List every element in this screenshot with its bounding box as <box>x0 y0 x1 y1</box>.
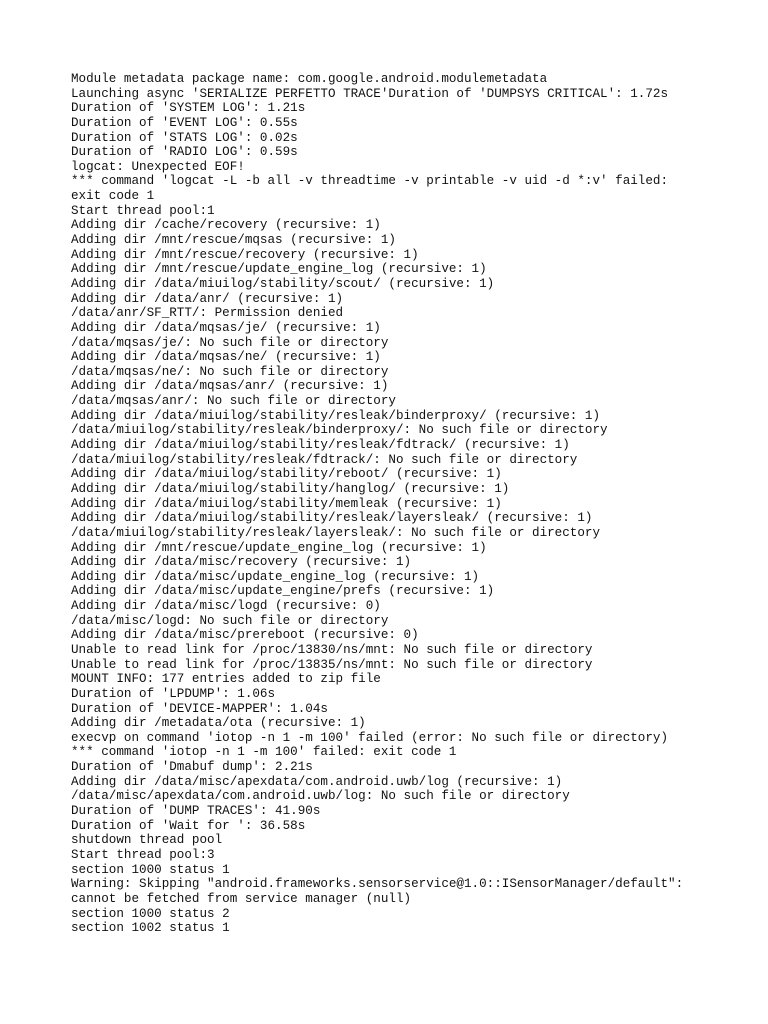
log-line: Adding dir /data/miuilog/stability/scout/ (recursive: 1) <box>71 276 495 291</box>
log-line: /data/mqsas/ne/: No such file or directory <box>71 364 389 379</box>
log-line: section 1000 status 2 <box>71 906 230 921</box>
log-line: Adding dir /data/mqsas/anr/ (recursive: 1) <box>71 379 389 394</box>
log-text-block <box>71 72 751 936</box>
log-line: Adding dir /data/mqsas/je/ (recursive: 1) <box>71 320 381 335</box>
log-line: /data/anr/SF_RTT/: Permission denied <box>71 306 344 321</box>
log-line: Adding dir /data/misc/apexdata/com.android.uwb/log (recursive: 1) <box>71 774 563 789</box>
log-line: exit code 1 <box>71 189 155 204</box>
log-line: Duration of 'Wait for ': 36.58s <box>71 818 306 833</box>
log-line: Adding dir /mnt/rescue/mqsas (recursive: 1) <box>71 233 396 248</box>
log-line: /data/miuilog/stability/resleak/fdtrack/: No such file or directory <box>71 452 578 467</box>
log-line: Adding dir /data/miuilog/stability/memleak (recursive: 1) <box>71 496 502 511</box>
log-line: Adding dir /data/miuilog/stability/resleak/fdtrack/ (recursive: 1) <box>71 438 570 453</box>
log-line: Adding dir /data/miuilog/stability/resleak/binderproxy/ (recursive: 1) <box>71 408 601 423</box>
log-line: Adding dir /data/misc/logd (recursive: 0) <box>71 599 381 614</box>
log-line: execvp on command 'iotop -n 1 -m 100' failed (error: No such file or directory) <box>71 730 669 745</box>
log-line: Adding dir /data/misc/update_engine_log (recursive: 1) <box>71 569 480 584</box>
log-line: Duration of 'STATS LOG': 0.02s <box>71 130 298 145</box>
log-line: logcat: Unexpected EOF! <box>71 159 245 174</box>
log-line: /data/miuilog/stability/resleak/binderproxy/: No such file or directory <box>71 423 608 438</box>
log-line: Duration of 'RADIO LOG': 0.59s <box>71 145 298 160</box>
log-line: MOUNT INFO: 177 entries added to zip file <box>71 672 381 687</box>
log-line: Adding dir /mnt/rescue/recovery (recursive: 1) <box>71 247 419 262</box>
log-line: Adding dir /data/miuilog/stability/reboot/ (recursive: 1) <box>71 467 502 482</box>
log-line: Adding dir /mnt/rescue/update_engine_log (recursive: 1) <box>71 262 487 277</box>
log-line: Adding dir /data/miuilog/stability/resleak/layersleak/ (recursive: 1) <box>71 511 593 526</box>
log-line: Start thread pool:1 <box>71 203 215 218</box>
log-line: /data/mqsas/anr/: No such file or directory <box>71 394 396 409</box>
log-line: *** command 'logcat -L -b all -v threadtime -v printable -v uid -d *:v' failed: <box>71 174 669 189</box>
log-line: section 1000 status 1 <box>71 862 230 877</box>
log-line: Adding dir /data/misc/recovery (recursive: 1) <box>71 555 412 570</box>
log-line: Duration of 'DUMP TRACES': 41.90s <box>71 804 321 819</box>
log-line: shutdown thread pool <box>71 833 223 848</box>
log-line: Unable to read link for /proc/13830/ns/mnt: No such file or directory <box>71 642 593 657</box>
log-line: Adding dir /data/misc/prereboot (recursive: 0) <box>71 628 419 643</box>
log-line: Module metadata package name: com.google.android.modulemetadata <box>71 72 548 86</box>
log-line: Adding dir /data/misc/update_engine/prefs (recursive: 1) <box>71 584 495 599</box>
log-line: Adding dir /data/miuilog/stability/hanglog/ (recursive: 1) <box>71 481 510 496</box>
log-line: Start thread pool:3 <box>71 847 215 862</box>
log-line: Duration of 'EVENT LOG': 0.55s <box>71 115 298 130</box>
log-line: Duration of 'DEVICE-MAPPER': 1.04s <box>71 701 328 716</box>
log-line: Adding dir /mnt/rescue/update_engine_log (recursive: 1) <box>71 540 487 555</box>
log-line: /data/misc/apexdata/com.android.uwb/log: No such file or directory <box>71 789 570 804</box>
log-line: Adding dir /data/anr/ (recursive: 1) <box>71 291 344 306</box>
log-line: Unable to read link for /proc/13835/ns/mnt: No such file or directory <box>71 657 593 672</box>
log-line: /data/misc/logd: No such file or directory <box>71 613 389 628</box>
log-line: section 1002 status 1 <box>71 921 230 936</box>
log-line: Adding dir /data/mqsas/ne/ (recursive: 1) <box>71 350 381 365</box>
log-line: Duration of 'LPDUMP': 1.06s <box>71 686 276 701</box>
log-line: Launching async 'SERIALIZE PERFETTO TRACE'Duration of 'DUMPSYS CRITICAL': 1.72s <box>71 86 669 101</box>
log-line: *** command 'iotop -n 1 -m 100' failed: exit code 1 <box>71 745 457 760</box>
log-line: cannot be fetched from service manager (null) <box>71 891 412 906</box>
log-line: Duration of 'SYSTEM LOG': 1.21s <box>71 101 306 116</box>
log-line: /data/miuilog/stability/resleak/layersleak/: No such file or directory <box>71 525 601 540</box>
log-line: Adding dir /cache/recovery (recursive: 1) <box>71 218 381 233</box>
log-line: Duration of 'Dmabuf dump': 2.21s <box>71 760 313 775</box>
log-line: Adding dir /metadata/ota (recursive: 1) <box>71 716 366 731</box>
log-line: Warning: Skipping "android.frameworks.sensorservice@1.0::ISensorManager/default": <box>71 877 684 892</box>
log-line: /data/mqsas/je/: No such file or directory <box>71 335 389 350</box>
